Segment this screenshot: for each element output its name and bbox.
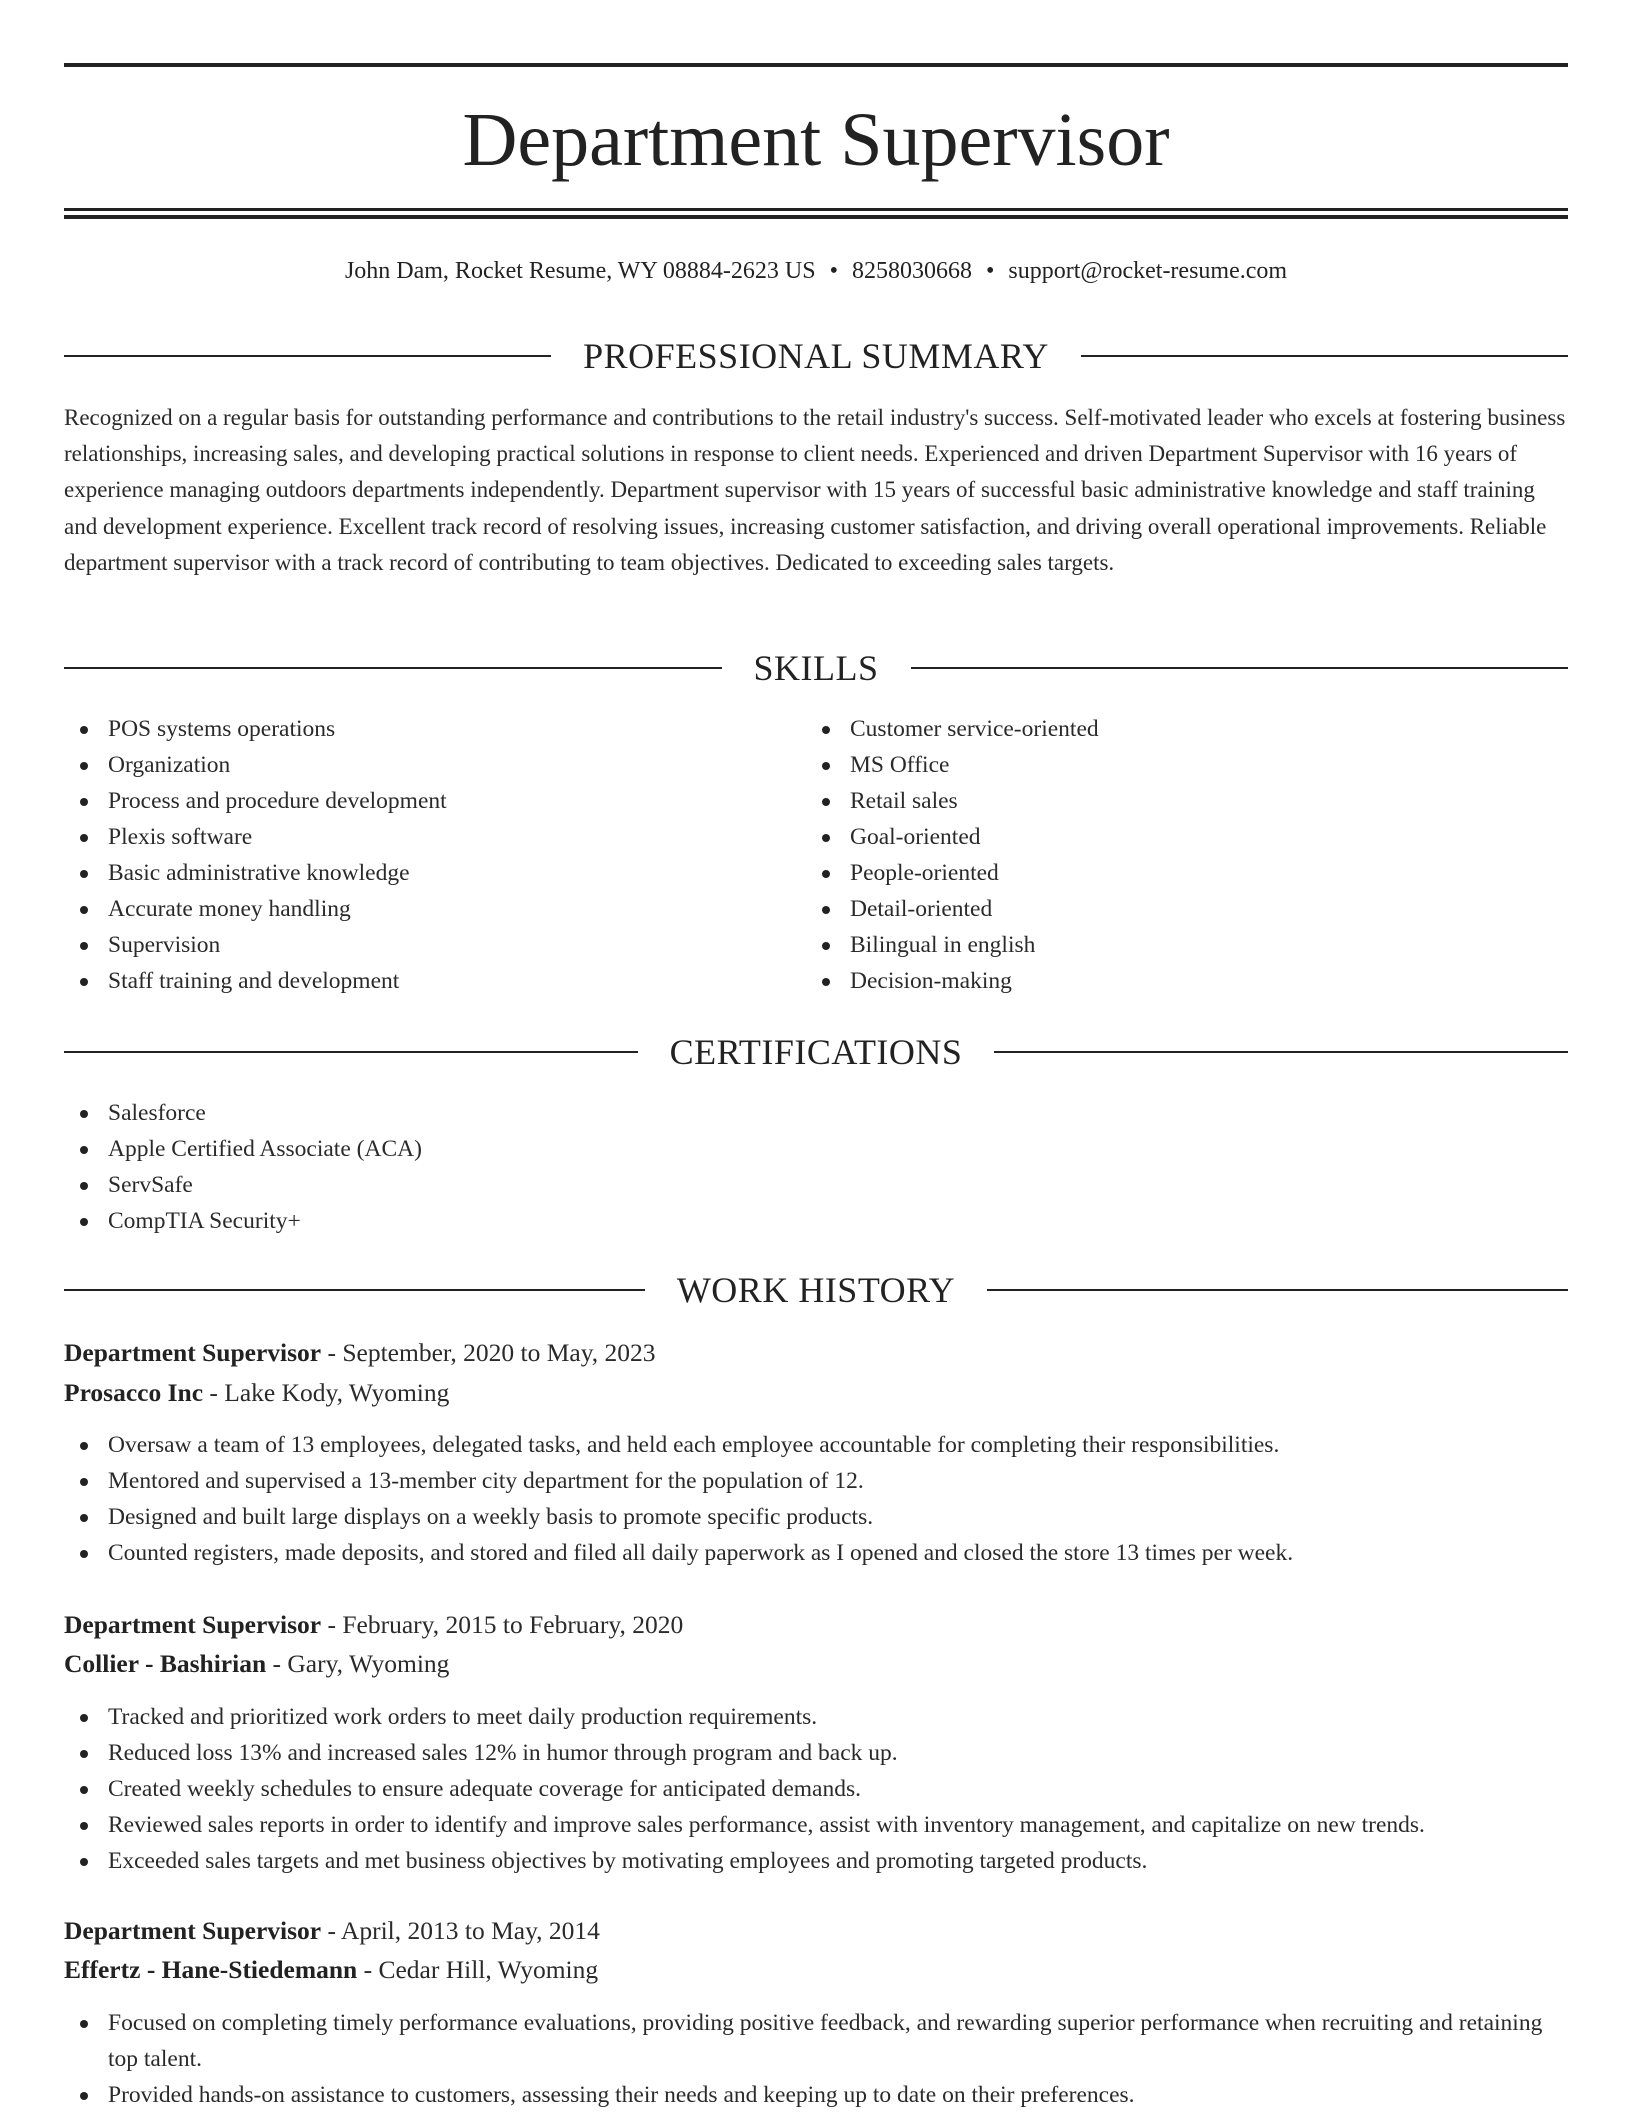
job-bullet: Created weekly schedules to ensure adequate coverage for anticipated demands. — [64, 1771, 1568, 1807]
contact-separator: • — [985, 258, 995, 284]
skill-item: People-oriented — [806, 855, 1546, 891]
skill-item: Customer service-oriented — [806, 711, 1546, 747]
skill-item: Retail sales — [806, 783, 1546, 819]
job-company: Effertz - Hane-Stiedemann — [64, 1955, 358, 1984]
section-rule-left — [64, 667, 722, 669]
skill-item: POS systems operations — [64, 711, 804, 747]
certification-item: ServSafe — [64, 1167, 1568, 1203]
top-rule — [64, 63, 1568, 67]
section-header-certifications — [64, 1030, 1568, 1074]
summary-text: Recognized on a regular basis for outstanding performance and contributions to the retail industry's success. Self-motivated leader who excels at fostering business relationships, increasing sales, and developing practical solutions in response to client needs. Experienced and driven Department Supervisor with 16 years of experience managing outdoors departments independently. Department supervisor with 15 years of successful basic administrative knowledge and staff training and development experience. Excellent track record of resolving issues, increasing customer satisfaction, and driving overall operational improvements. Reliable department supervisor with a track record of contributing to team objectives. Dedicated to exceeding sales targets. — [64, 405, 1566, 575]
section-rule-left — [64, 1051, 638, 1053]
job-title-line — [64, 1912, 1568, 1950]
section-rule-right — [911, 667, 1569, 669]
section-header-work — [64, 1268, 1568, 1312]
job-dates: - February, 2015 to February, 2020 — [321, 1610, 684, 1639]
contact-separator: • — [829, 258, 838, 284]
section-rule-right — [1081, 355, 1568, 357]
skill-item: Accurate money handling — [64, 891, 804, 927]
skill-item: Organization — [64, 747, 804, 783]
certification-item: Salesforce — [64, 1095, 1568, 1131]
job-bullet: Mentored and supervised a 13-member city department for the population of 12. — [64, 1463, 1568, 1499]
job-bullet: Focused on completing timely performance evaluations, providing positive feedback, and rewarding superior performance when recruiting and retaining top talent. — [64, 2005, 1568, 2077]
job-location: - Gary, Wyoming — [266, 1649, 450, 1678]
job-company: Collier - Bashirian — [64, 1649, 267, 1678]
job-title-line — [64, 1334, 1568, 1372]
certification-item: CompTIA Security+ — [64, 1203, 1568, 1239]
section-rule-left — [64, 355, 551, 357]
job-company-line — [64, 1645, 1568, 1683]
section-title-summary: PROFESSIONAL SUMMARY — [583, 336, 1049, 376]
job-bullet: Reviewed sales reports in order to identify and improve sales performance, assist with inventory management, and capitalize on new trends. — [64, 1807, 1568, 1843]
job-bullets — [64, 2005, 1568, 2113]
job-title-line — [64, 1606, 1568, 1644]
contact-line — [64, 254, 1568, 288]
section-title-skills: SKILLS — [753, 648, 879, 688]
section-rule-right — [994, 1051, 1568, 1053]
section-header-summary — [64, 334, 1568, 378]
section-rule-right — [987, 1289, 1568, 1291]
job-bullet: Designed and built large displays on a weekly basis to promote specific products. — [64, 1499, 1568, 1535]
section-title-certifications: CERTIFICATIONS — [669, 1032, 963, 1072]
job-bullets — [64, 1427, 1568, 1571]
job-bullet: Counted registers, made deposits, and stored and filed all daily paperwork as I opened and closed the store 13 times per week. — [64, 1535, 1568, 1571]
job-location: - Cedar Hill, Wyoming — [357, 1955, 599, 1984]
certification-item: Apple Certified Associate (ACA) — [64, 1131, 1568, 1167]
contact-email: support@rocket-resume.com — [1008, 258, 1288, 284]
skills-list-left — [64, 711, 804, 999]
contact-address: John Dam, Rocket Resume, WY 08884-2623 US — [344, 258, 816, 284]
skill-item: Supervision — [64, 927, 804, 963]
section-title-work: WORK HISTORY — [676, 1270, 956, 1310]
skill-item: Detail-oriented — [806, 891, 1546, 927]
job-bullet: Tracked and prioritized work orders to meet daily production requirements. — [64, 1699, 1568, 1735]
job-bullet: Oversaw a team of 13 employees, delegated tasks, and held each employee accountable for completing their responsibilities. — [64, 1427, 1568, 1463]
job-bullet: Exceeded sales targets and met business objectives by motivating employees and promoting targeted products. — [64, 1843, 1568, 1879]
skill-item: Bilingual in english — [806, 927, 1546, 963]
job-bullet: Reduced loss 13% and increased sales 12% in humor through program and back up. — [64, 1735, 1568, 1771]
job-company-line — [64, 1951, 1568, 1989]
title-rule-upper — [64, 208, 1568, 211]
skills-list-right — [806, 711, 1546, 999]
title-rule-lower — [64, 215, 1568, 219]
contact-phone: 8258030668 — [851, 258, 972, 284]
skill-item: Process and procedure development — [64, 783, 804, 819]
job-title: Department Supervisor — [64, 1916, 322, 1945]
section-header-skills — [64, 646, 1568, 690]
skill-item: Decision-making — [806, 963, 1546, 999]
certifications-list — [64, 1095, 1568, 1239]
job-company-line — [64, 1374, 1568, 1412]
section-rule-left — [64, 1289, 645, 1291]
skill-item: MS Office — [806, 747, 1546, 783]
job-company: Prosacco Inc — [64, 1378, 204, 1407]
skill-item: Basic administrative knowledge — [64, 855, 804, 891]
skill-item: Plexis software — [64, 819, 804, 855]
job-bullet: Provided hands-on assistance to customers, assessing their needs and keeping up to date on their preferences. — [64, 2077, 1568, 2113]
job-dates: - September, 2020 to May, 2023 — [321, 1338, 656, 1367]
job-title: Department Supervisor — [64, 1338, 322, 1367]
skill-item: Staff training and development — [64, 963, 804, 999]
page-title: Department Supervisor — [462, 98, 1170, 182]
skill-item: Goal-oriented — [806, 819, 1546, 855]
job-location: - Lake Kody, Wyoming — [203, 1378, 450, 1407]
job-bullets — [64, 1699, 1568, 1879]
job-title: Department Supervisor — [64, 1610, 322, 1639]
job-dates: - April, 2013 to May, 2014 — [321, 1916, 600, 1945]
